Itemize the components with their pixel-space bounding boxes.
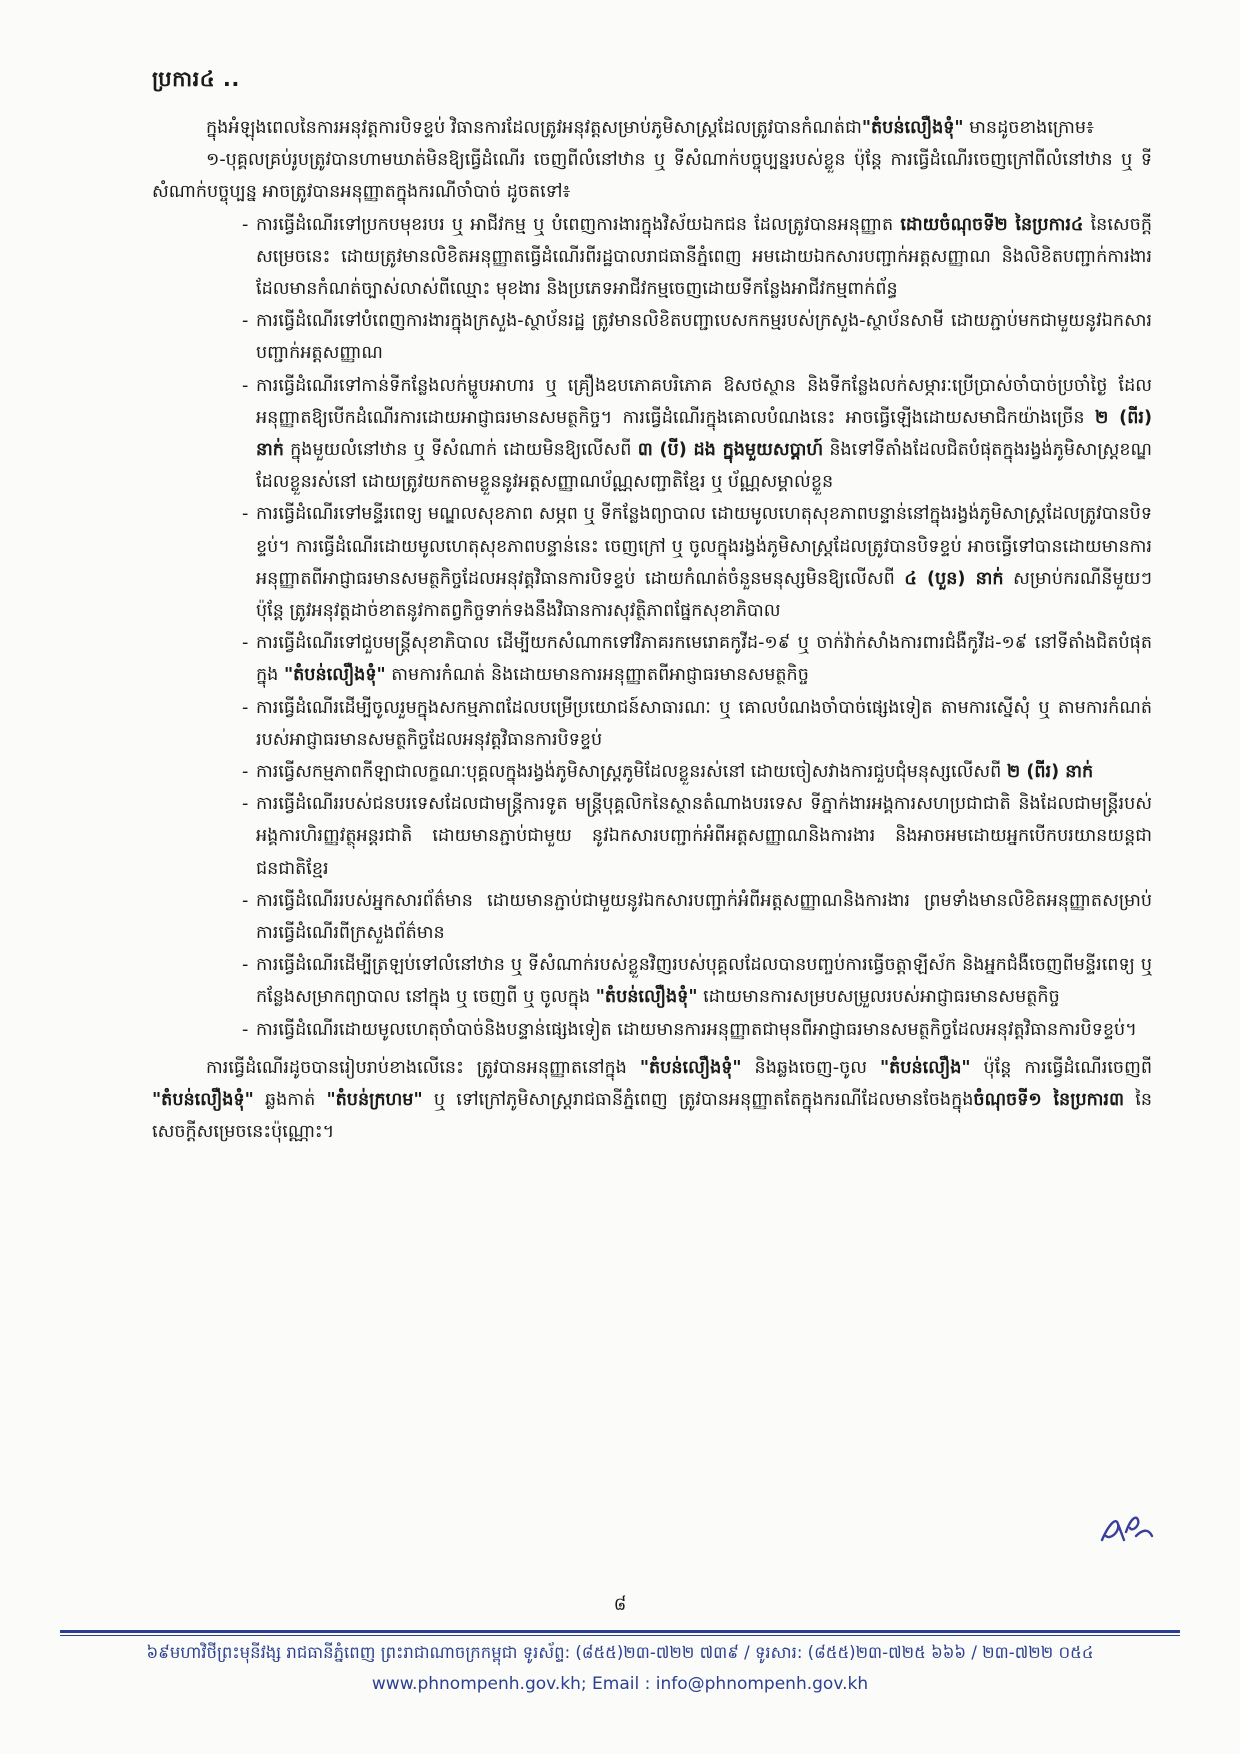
list-text: តាមការកំណត់ និងដោយមានការអនុញ្ញាតពីអាជ្ញាធរមានសមត្ថកិច្ច — [385, 665, 809, 686]
list-item — [256, 370, 1152, 499]
page-number: ៨ — [613, 1594, 627, 1615]
article-heading: ប្រការ៤ .. — [152, 67, 240, 91]
list-item — [256, 209, 1152, 306]
list-text: ការធ្វើដំណើរទៅបំពេញការងារក្នុងក្រសួង-ស្ថាប័នរដ្ឋ ត្រូវមានលិខិតបញ្ជាបេសកកម្មរបស់ក្រសួង-ស្ថាប័នសាមី ដោយភ្ជាប់មកជាមួយនូវឯកសារបញ្ជាក់អត្តសញ្ញាណ — [256, 311, 1152, 364]
footer-contact: www.phnompenh.gov.kh; Email : info@phnompenh.gov.kh — [371, 1674, 869, 1694]
closing-text: និងឆ្លងចេញ-ចូល — [741, 1057, 880, 1078]
intro-zone: "តំបន់លឿងទុំ" — [861, 118, 964, 138]
closing-text: ឬ ទៅក្រៅភូមិសាស្ត្ររាជធានីភ្នំពេញ ត្រូវបានអនុញ្ញាតតែក្នុងករណីដែលមានចែងក្នុង — [422, 1090, 974, 1111]
list-text: និងទៅទីតាំងដែលជិតបំផុតក្នុងរង្វង់ភូមិសាស្ត្រខណ្ឌដែលខ្លួនរស់នៅ ដោយត្រូវយកតាមខ្លួននូវអត្តសញ្ញាណប័ណ្ណសញ្ជាតិខ្មែរ ឬ ប័ណ្ណសម្គាល់ខ្លួន — [256, 440, 1152, 493]
signature-initials — [1096, 1506, 1156, 1550]
closing-bold: "តំបន់ក្រហម" — [326, 1090, 423, 1111]
article-body — [152, 112, 1152, 1149]
closing-bold: "តំបន់លឿង" — [879, 1057, 971, 1078]
list-text: សម្រាប់ករណីនីមួយៗ ប៉ុន្តែ ត្រូវអនុវត្តដាច់ខាតនូវកាតព្វកិច្ចទាក់ទងនឹងវិធានការសុវត្ថិភាពផ្នែកសុខាភិបាល — [256, 568, 1152, 622]
list-item — [256, 305, 1152, 369]
list-text: ការធ្វើដំណើរទៅប្រកបមុខរបរ ឬ អាជីវកម្ម ឬ បំពេញការងារក្នុងវិស័យឯកជន ដែលត្រូវបានអនុញ្ញាត — [256, 214, 901, 235]
list-text: ការធ្វើដំណើរដើម្បីត្រឡប់ទៅលំនៅឋាន ឬ ទីសំណាក់របស់ខ្លួនវិញរបស់បុគ្គលដែលបានបញ្ចប់ការធ្វើចត្តាឡីស័ក និងអ្នកជំងឺចេញពីមន្ទីរពេទ្យ ឬ កន្លែងសម្រាកព្យាបាល នៅក្នុង ឬ ចេញពី ឬ ចូលក្នុង — [256, 955, 1152, 1008]
list-bold: "តំបន់លឿងទុំ" — [595, 987, 698, 1008]
list-text: ការធ្វើដំណើរទៅកាន់ទីកន្លែងលក់ម្ហូបអាហារ ឬ គ្រឿងឧបភោគបរិភោគ ឱសថស្ថាន និងទីកន្លែងលក់សម្ភារៈប្រើប្រាស់ចាំបាច់ប្រចាំថ្ងៃ ដែលអនុញ្ញាតឱ្យបើកដំណើរការដោយអាជ្ញាធរមានសមត្ថកិច្ច។ ការធ្វើដំណើរក្នុងគោលបំណងនេះ អាចធ្វើឡើងដោយសមាជិកយ៉ាងច្រើន — [256, 375, 1152, 428]
closing-bold: "តំបន់លឿងទុំ" — [639, 1057, 742, 1078]
point-1: ១-បុគ្គលគ្រប់រូបត្រូវបានហាមឃាត់មិនឱ្យធ្វើដំណើរ ចេញពីលំនៅឋាន ឬ ទីសំណាក់បច្ចុប្បន្នរបស់ខ្លួន ប៉ុន្តែ ការធ្វើដំណើរចេញក្រៅពីលំនៅឋាន ឬ ទីសំណាក់បច្ចុប្បន្ន អាចត្រូវបានអនុញ្ញាតក្នុងករណីចាំបាច់ ដូចតទៅ៖ — [152, 150, 1152, 203]
list-bold: ៣ (បី) ដង ក្នុងមួយសប្ដាហ៍ — [637, 440, 824, 461]
intro-paragraph — [152, 112, 1152, 144]
closing-text: ប៉ុន្តែ ការធ្វើដំណើរចេញពី — [970, 1057, 1152, 1078]
footer-address: ៦៩មហាវិថីព្រះមុនីវង្ស រាជធានីភ្នំពេញ ព្រះរាជាណាចក្រកម្ពុជា ទូរស័ព្ទ: (៨៥៥)២៣-៧២២ ៧៣៩ / ទូរសារ: (៨៥៥)២៣-៧២៥ ៦៦៦ / ២៣-៧២២ ០៥៤ — [146, 1643, 1094, 1662]
list-bold: "តំបន់លឿងទុំ" — [283, 665, 386, 686]
list-text: នៃសេចក្ដីសម្រេចនេះ ដោយត្រូវមានលិខិតអនុញ្ញាតធ្វើដំណើរពីរដ្ឋបាលរាជធានីភ្នំពេញ អមដោយឯកសារបញ្ជាក់អត្តសញ្ញាណ និងលិខិតបញ្ជាក់ការងារដែលមានកំណត់ច្បាស់លាស់ពីឈ្មោះ មុខងារ និងប្រភេទអាជីវកម្មចេញដោយទីកន្លែងអាជីវកម្មពាក់ព័ន្ធ — [256, 214, 1152, 300]
list-text: ការធ្វើដំណើររបស់ជនបរទេសដែលជាមន្ត្រីការទូត មន្ត្រីបុគ្គលិកនៃស្ថានតំណាងបរទេស ទីភ្នាក់ងារអង្គការសហប្រជាជាតិ និងដែលជាមន្ត្រីរបស់អង្គការហិរញ្ញវត្ថុអន្តរជាតិ ដោយមានភ្ជាប់ជាមួយ នូវឯកសារបញ្ជាក់អំពីអត្តសញ្ញាណនិងការងារ និងអាចអមដោយអ្នកបើកបរយានយន្តជាជនជាតិខ្មែរ — [256, 794, 1152, 879]
list-bold: ២ (ពីរ) នាក់ — [256, 407, 1153, 461]
list-item — [256, 627, 1152, 691]
closing-text: នៃសេចក្ដីសម្រេចនេះប៉ុណ្ណោះ។ — [152, 1090, 1152, 1143]
list-item — [256, 1014, 1152, 1046]
closing-paragraph — [152, 1052, 1152, 1149]
list-text: ការធ្វើសកម្មភាពកីឡាជាលក្ខណៈបុគ្គលក្នុងរង្វង់ភូមិសាស្ត្រភូមិដែលខ្លួនរស់នៅ ដោយចៀសវាងការជួបជុំមនុស្សលើសពី — [256, 762, 1007, 783]
list-text: ការធ្វើដំណើររបស់អ្នកសារព័ត៌មាន ដោយមានភ្ជាប់ជាមួយនូវឯកសារបញ្ជាក់អំពីអត្តសញ្ញាណនិងការងារ ព្រមទាំងមានលិខិតអនុញ្ញាតសម្រាប់ការធ្វើដំណើរពីក្រសួងព័ត៌មាន — [256, 890, 1152, 944]
list-text: ការធ្វើដំណើរទៅជួបមន្ត្រីសុខាភិបាល ដើម្បីយកសំណាកទៅវិភាគរកមេរោគកូវីដ-១៩ ឬ ចាក់វ៉ាក់សាំងការពារជំងឺកូវីដ-១៩ នៅទីតាំងជិតបំផុតក្នុង — [256, 633, 1152, 686]
list-bold: ២ (ពីរ) នាក់ — [1006, 762, 1094, 783]
closing-bold: "តំបន់លឿងទុំ" — [152, 1090, 254, 1111]
list-bold: ដោយចំណុចទី២ នៃប្រការ៤ — [900, 214, 1084, 235]
closing-text: ការធ្វើដំណើរដូចបានរៀបរាប់ខាងលើនេះ ត្រូវបានអនុញ្ញាតនៅក្នុង — [206, 1057, 640, 1078]
list-text: ការធ្វើដំណើរដើម្បីចូលរួមក្នុងសកម្មភាពដែលបម្រើប្រយោជន៍សាធារណៈ ឬ គោលបំណងចាំបាច់ផ្សេងទៀត តាមការស្នើសុំ ឬ តាមការកំណត់របស់អាជ្ញាធរមានសមត្ថកិច្ចដែលអនុវត្តវិធានការបិទខ្ទប់ — [256, 697, 1152, 750]
list-text: ដោយមានការសម្របសម្រួលរបស់អាជ្ញាធរមានសមត្ថកិច្ច — [697, 987, 1060, 1008]
intro-end: មានដូចខាងក្រោម៖ — [963, 118, 1094, 138]
list-item — [256, 498, 1152, 627]
list-bold: ៤ (បួន) នាក់ — [904, 568, 1004, 589]
closing-text: ឆ្លងកាត់ — [253, 1090, 327, 1111]
list-item — [256, 885, 1152, 949]
list-text: ក្នុងមួយលំនៅឋាន ឬ ទីសំណាក់ ដោយមិនឱ្យលើសពី — [283, 440, 638, 461]
list-item — [256, 692, 1152, 756]
permitted-travel-list — [152, 209, 1152, 1046]
footer-divider — [60, 1630, 1180, 1636]
list-item — [256, 756, 1152, 788]
closing-bold: ចំណុចទី១ នៃប្រការ៣ — [973, 1090, 1124, 1111]
list-text: ការធ្វើដំណើរដោយមូលហេតុចាំបាច់និងបន្ទាន់ផ្សេងទៀត ដោយមានការអនុញ្ញាតជាមុនពីអាជ្ញាធរមានសមត្ថកិច្ចដែលអនុវត្តវិធានការបិទខ្ទប់។ — [256, 1019, 1137, 1040]
list-item — [256, 788, 1152, 885]
list-item — [256, 949, 1152, 1013]
intro-text: ក្នុងអំឡុងពេលនៃការអនុវត្តការបិទខ្ទប់ វិធានការដែលត្រូវអនុវត្តសម្រាប់ភូមិសាស្ត្រដែលត្រូវបានកំណត់ជា — [206, 118, 862, 138]
list-text: ការធ្វើដំណើរទៅមន្ទីរពេទ្យ មណ្ឌលសុខភាព សម្ភព ឬ ទីកន្លែងព្យាបាល ដោយមូលហេតុសុខភាពបន្ទាន់នៅក្នុងរង្វង់ភូមិសាស្ត្រដែលត្រូវបានបិទខ្ទប់។ ការធ្វើដំណើរដោយមូលហេតុសុខភាពបន្ទាន់នេះ ចេញក្រៅ ឬ ចូលក្នុងរង្វង់ភូមិសាស្ត្រដែលត្រូវបានបិទខ្ទប់ អាចធ្វើទៅបានដោយមានការអនុញ្ញាតពីអាជ្ញាធរមានសមត្ថកិច្ចដែលអនុវត្តវិធានការបិទខ្ទប់ ដោយកំណត់ចំនួនមនុស្សមិនឱ្យលើសពី — [256, 504, 1152, 589]
